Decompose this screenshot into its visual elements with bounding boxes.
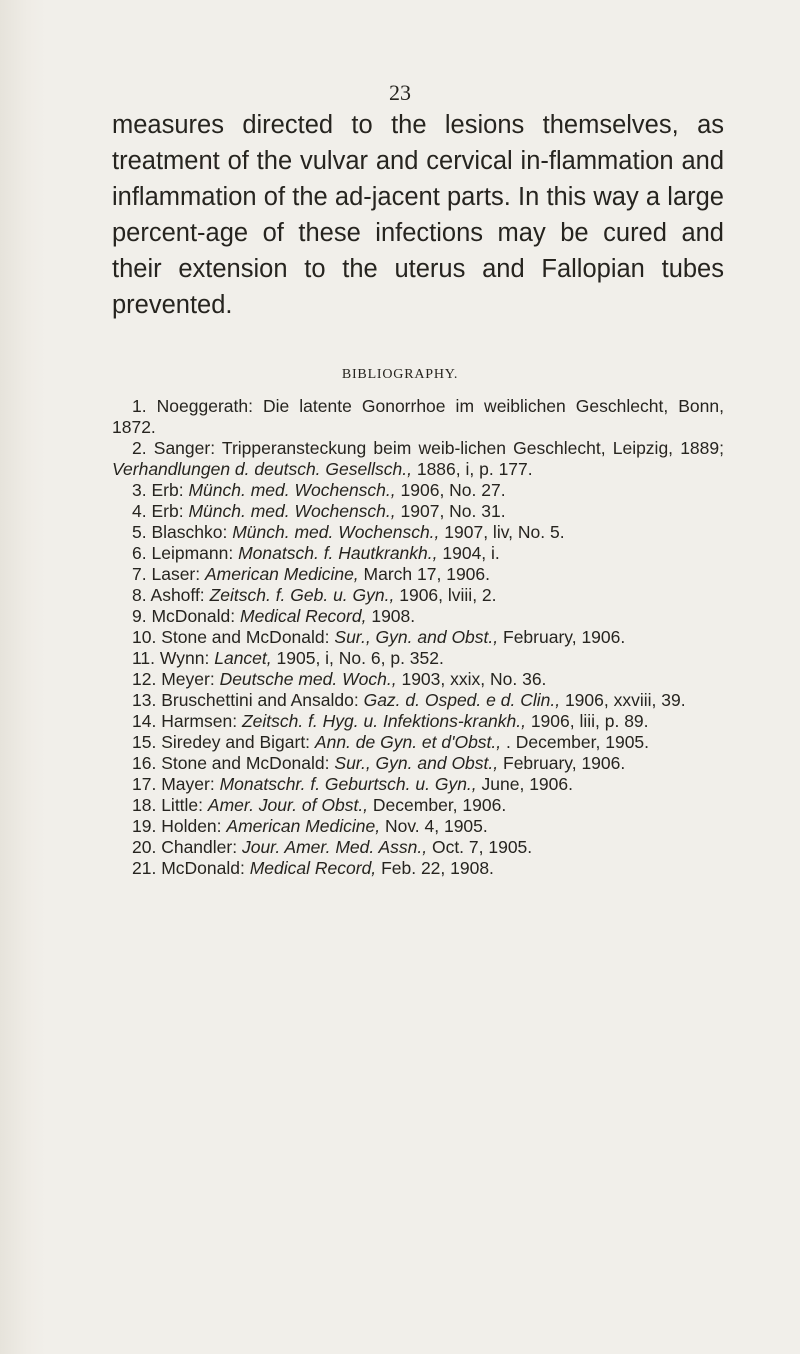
entry-details: 1904, i. (442, 543, 500, 563)
bibliography-entry (112, 816, 724, 837)
entry-details: . December, 1905. (506, 732, 650, 752)
bibliography-entry (112, 669, 724, 690)
entry-author: Siredey and Bigart: (161, 732, 311, 752)
bibliography-entry (112, 774, 724, 795)
entry-author: Laser: (151, 564, 201, 584)
entry-journal: Sur., Gyn. and Obst., (334, 627, 499, 647)
entry-author: Leipmann: (151, 543, 234, 563)
bibliography-entry (112, 480, 724, 501)
entry-journal: Deutsche med. Woch., (219, 669, 397, 689)
entry-journal: Sur., Gyn. and Obst., (334, 753, 499, 773)
bibliography-entry (112, 753, 724, 774)
entry-author: Noeggerath: (156, 396, 253, 416)
entry-number: 1. (132, 396, 147, 416)
entry-number: 15. (132, 732, 157, 752)
entry-number: 9. (132, 606, 147, 626)
entry-number: 18. (132, 795, 157, 815)
entry-journal: Medical Record, (240, 606, 367, 626)
entry-author: Bruschettini and Ansaldo: (161, 690, 359, 710)
bibliography-heading: BIBLIOGRAPHY. (341, 367, 459, 382)
entry-number: 8. (132, 585, 147, 605)
bibliography-entry (112, 795, 724, 816)
entry-author: Little: (161, 795, 204, 815)
entry-author: Stone and McDonald: (161, 753, 330, 773)
entry-number: 10. (132, 627, 157, 647)
bibliography-entry (112, 627, 724, 648)
entry-number: 4. (132, 501, 147, 521)
entry-number: 13. (132, 690, 157, 710)
entry-details: 1905, i, No. 6, p. 352. (276, 648, 444, 668)
entry-details: June, 1906. (481, 774, 573, 794)
entry-author: McDonald: (161, 858, 245, 878)
bibliography-entry (112, 690, 724, 711)
entry-number: 14. (132, 711, 157, 731)
entry-details: Oct. 7, 1905. (431, 837, 533, 857)
bibliography-entry (112, 522, 724, 543)
entry-journal: Lancet, (214, 648, 272, 668)
entry-author: Wynn: (159, 648, 210, 668)
page-edge-shadow (0, 0, 46, 1354)
entry-details: 1908. (371, 606, 416, 626)
entry-journal: Ann. de Gyn. et d'Obst., (314, 732, 502, 752)
entry-author: Meyer: (161, 669, 215, 689)
entry-journal: Monatschr. f. Geburtsch. u. Gyn., (219, 774, 477, 794)
body-paragraph: measures directed to the lesions themselves, as treatment of the vulvar and cervical in-flammation and inflammation of the ad-jacent parts. In this way a large percent-age of these infections may be cured and their extension to the uterus and Fallopian tubes prevented. (112, 111, 724, 319)
entry-details: 1903, xxix, No. 36. (401, 669, 547, 689)
entry-author: Blaschko: (151, 522, 228, 542)
entry-details: Nov. 4, 1905. (384, 816, 488, 836)
entry-details: 1906, No. 27. (400, 480, 506, 500)
page-number: 23 (389, 80, 411, 105)
entry-details: 1906, liii, p. 89. (530, 711, 649, 731)
entry-number: 2. (132, 438, 147, 458)
entry-author: Erb: (151, 501, 184, 521)
entry-number: 19. (132, 816, 157, 836)
entry-author: Chandler: (161, 837, 238, 857)
entry-author: Harmsen: (161, 711, 238, 731)
entry-journal: Monatsch. f. Hautkrankh., (238, 543, 438, 563)
entry-number: 7. (132, 564, 147, 584)
bibliography-entry (112, 438, 724, 480)
entry-author: Mayer: (161, 774, 215, 794)
entry-number: 12. (132, 669, 157, 689)
bibliography-entry (112, 501, 724, 522)
entry-number: 5. (132, 522, 147, 542)
entry-number: 16. (132, 753, 157, 773)
bibliography-entry (112, 732, 724, 753)
entry-journal: American Medicine, (205, 564, 359, 584)
bibliography-entry (112, 606, 724, 627)
entry-journal: Münch. med. Wochensch., (188, 480, 396, 500)
bibliography-entry (112, 396, 724, 438)
entry-journal: Jour. Amer. Med. Assn., (241, 837, 428, 857)
entry-author: Erb: (151, 480, 184, 500)
bibliography-entry (112, 858, 724, 879)
entry-journal: Münch. med. Wochensch., (188, 501, 396, 521)
entry-number: 20. (132, 837, 157, 857)
entry-title: Tripperansteckung beim weib-lichen Geschlecht, Leipzig, 1889; (221, 438, 724, 458)
entry-number: 11. (132, 648, 156, 668)
bibliography-entry (112, 564, 724, 585)
entry-details: 1886, i, p. 177. (416, 459, 533, 479)
bibliography-entry (112, 585, 724, 606)
entry-details: February, 1906. (503, 627, 626, 647)
bibliography-entry (112, 711, 724, 732)
bibliography-entry (112, 543, 724, 564)
bibliography-entry (112, 837, 724, 858)
entry-details: March 17, 1906. (363, 564, 491, 584)
entry-number: 3. (132, 480, 147, 500)
entry-author: McDonald: (151, 606, 236, 626)
entry-number: 6. (132, 543, 147, 563)
entry-title: Die latente Gonorrhoe im weiblichen Geschlecht, Bonn, 1872. (112, 396, 724, 437)
entry-journal: Gaz. d. Osped. e d. Clin., (363, 690, 561, 710)
entry-number: 21. (132, 858, 157, 878)
entry-journal: Zeitsch. f. Hyg. u. Infektions-krankh., (241, 711, 526, 731)
entry-number: 17. (132, 774, 157, 794)
entry-journal: Zeitsch. f. Geb. u. Gyn., (209, 585, 395, 605)
entry-details: 1907, No. 31. (400, 501, 506, 521)
entry-details: Feb. 22, 1908. (381, 858, 494, 878)
entry-details: 1906, lviii, 2. (399, 585, 497, 605)
entry-journal: Münch. med. Wochensch., (232, 522, 440, 542)
entry-author: Sanger: (153, 438, 216, 458)
entry-author: Ashoff: (150, 585, 205, 605)
entry-journal: Amer. Jour. of Obst., (207, 795, 369, 815)
bibliography-entry (112, 648, 724, 669)
entry-details: February, 1906. (503, 753, 626, 773)
entry-journal: Verhandlungen d. deutsch. Gesellsch., (112, 459, 412, 479)
bibliography-list (112, 396, 724, 879)
entry-details: 1906, xxviii, 39. (564, 690, 686, 710)
entry-details: 1907, liv, No. 5. (444, 522, 565, 542)
entry-details: December, 1906. (372, 795, 507, 815)
entry-author: Holden: (161, 816, 222, 836)
entry-journal: Medical Record, (249, 858, 377, 878)
entry-journal: American Medicine, (226, 816, 381, 836)
entry-author: Stone and McDonald: (161, 627, 330, 647)
